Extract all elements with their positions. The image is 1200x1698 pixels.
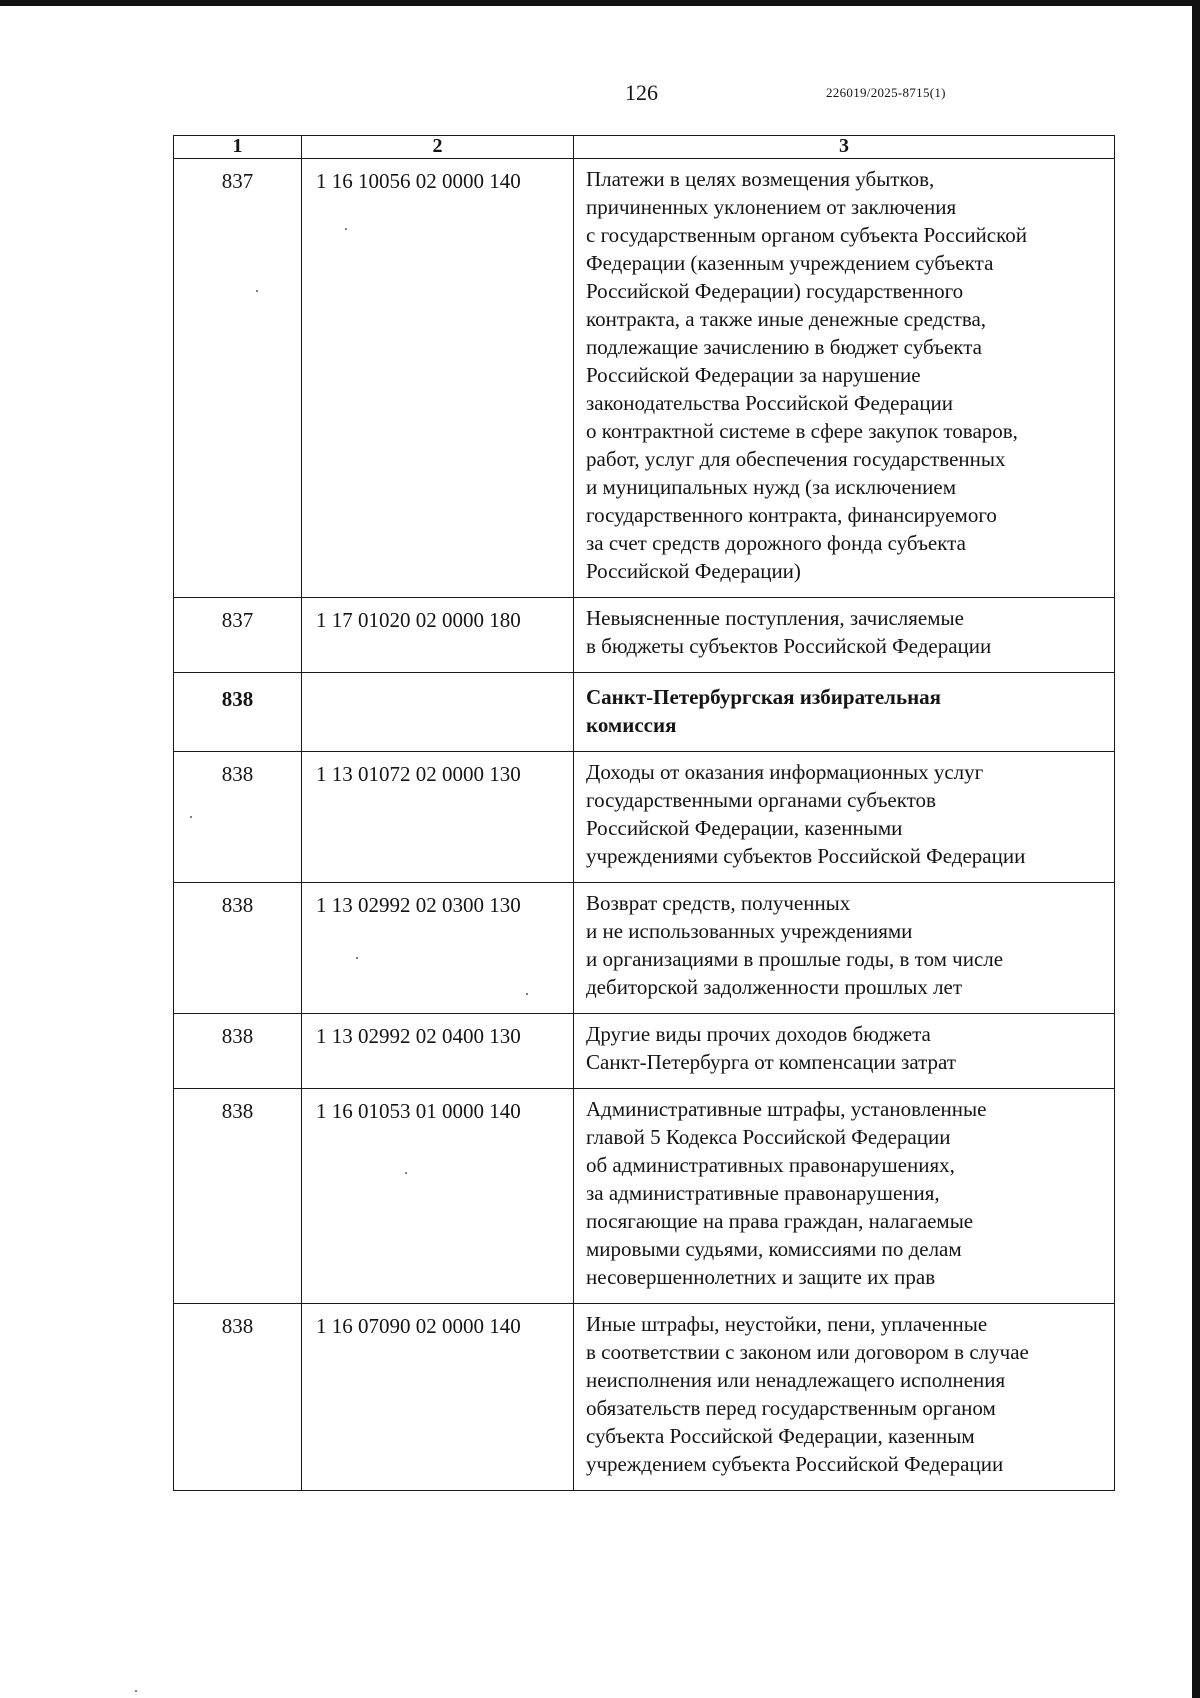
scan-corner-mark xyxy=(0,0,160,4)
description-line: об административных правонарушениях, xyxy=(586,1153,955,1177)
table-row xyxy=(174,1014,1115,1089)
scan-speck xyxy=(135,1690,137,1692)
admin-code-cell: 838 xyxy=(174,1014,302,1089)
scan-speck xyxy=(405,1172,407,1174)
description-line: учреждениями субъектов Российской Федерации xyxy=(586,844,1026,868)
kbk-code-cell: 1 13 02992 02 0400 130 xyxy=(302,1014,574,1089)
kbk-code-cell: 1 16 10056 02 0000 140 xyxy=(302,159,574,598)
description-line: с государственным органом субъекта Российской xyxy=(586,223,1027,247)
scan-speck xyxy=(256,290,258,292)
description-line: о контрактной системе в сфере закупок товаров, xyxy=(586,419,1018,443)
description-line: Доходы от оказания информационных услуг xyxy=(586,760,984,784)
description-cell xyxy=(574,752,1115,883)
description-line: и муниципальных нужд (за исключением xyxy=(586,475,956,499)
admin-code-cell: 838 xyxy=(174,752,302,883)
description-cell xyxy=(574,883,1115,1014)
admin-code-cell: 838 xyxy=(174,883,302,1014)
admin-code-cell: 837 xyxy=(174,598,302,673)
description-line: Административные штрафы, установленные xyxy=(586,1097,987,1121)
table-row xyxy=(174,598,1115,673)
description-line: субъекта Российской Федерации, казенным xyxy=(586,1424,975,1448)
kbk-code-cell: 1 13 02992 02 0300 130 xyxy=(302,883,574,1014)
column-header-3: 3 xyxy=(574,136,1115,159)
budget-codes-table xyxy=(173,135,1115,1491)
scan-speck xyxy=(526,993,528,995)
kbk-code-cell: 1 17 01020 02 0000 180 xyxy=(302,598,574,673)
description-line: и не использованных учреждениями xyxy=(586,919,913,943)
description-line: главой 5 Кодекса Российской Федерации xyxy=(586,1125,951,1149)
description-line: контракта, а также иные денежные средства, xyxy=(586,307,987,331)
description-line: за административные правонарушения, xyxy=(586,1181,940,1205)
scan-speck xyxy=(345,228,347,230)
description-line: несовершеннолетних и защите их прав xyxy=(586,1265,936,1289)
description-line: Иные штрафы, неустойки, пени, уплаченные xyxy=(586,1312,988,1336)
scan-speck xyxy=(190,816,192,818)
admin-code-cell: 838 xyxy=(174,1089,302,1304)
description-line: мировыми судьями, комиссиями по делам xyxy=(586,1237,962,1261)
description-line: и организациями в прошлые годы, в том числе xyxy=(586,947,1004,971)
kbk-code-cell: 1 13 01072 02 0000 130 xyxy=(302,752,574,883)
description-line: Российской Федерации) государственного xyxy=(586,279,964,303)
description-line: государственными органами субъектов xyxy=(586,788,936,812)
description-line: неисполнения или ненадлежащего исполнения xyxy=(586,1368,1006,1392)
table-row xyxy=(174,883,1115,1014)
table-header-row xyxy=(174,136,1115,159)
table-row xyxy=(174,1089,1115,1304)
scan-speck xyxy=(356,957,358,959)
table-row xyxy=(174,1304,1115,1491)
description-line: Санкт-Петербурга от компенсации затрат xyxy=(586,1050,957,1074)
description-line: Возврат средств, полученных xyxy=(586,891,851,915)
kbk-code-cell: 1 16 07090 02 0000 140 xyxy=(302,1304,574,1491)
description-line: причиненных уклонением от заключения xyxy=(586,195,957,219)
description-line: государственного контракта, финансируемого xyxy=(586,503,997,527)
page-header xyxy=(0,80,1200,110)
description-line: подлежащие зачислению в бюджет субъекта xyxy=(586,335,982,359)
kbk-code-cell: 1 16 01053 01 0000 140 xyxy=(302,1089,574,1304)
page-number: 126 xyxy=(625,80,658,105)
column-header-1: 1 xyxy=(174,136,302,159)
column-header-2: 2 xyxy=(302,136,574,159)
description-cell xyxy=(574,598,1115,673)
description-line: Санкт-Петербургская избирательная xyxy=(586,685,942,709)
description-line: в бюджеты субъектов Российской Федерации xyxy=(586,634,992,658)
table-body xyxy=(174,159,1115,1491)
description-cell xyxy=(574,1014,1115,1089)
description-cell xyxy=(574,673,1115,752)
admin-code-cell: 838 xyxy=(174,1304,302,1491)
description-line: учреждением субъекта Российской Федерации xyxy=(586,1452,1004,1476)
description-line: за счет средств дорожного фонда субъекта xyxy=(586,531,966,555)
admin-code-cell: 838 xyxy=(174,673,302,752)
description-cell xyxy=(574,159,1115,598)
description-line: Российской Федерации за нарушение xyxy=(586,363,921,387)
description-line: законодательства Российской Федерации xyxy=(586,391,954,415)
description-cell xyxy=(574,1304,1115,1491)
description-line: обязательств перед государственным органом xyxy=(586,1396,996,1420)
kbk-code-cell xyxy=(302,673,574,752)
description-line: комиссия xyxy=(586,713,677,737)
description-line: Российской Федерации) xyxy=(586,559,801,583)
table-row xyxy=(174,752,1115,883)
description-line: посягающие на права граждан, налагаемые xyxy=(586,1209,974,1233)
description-line: Платежи в целях возмещения убытков, xyxy=(586,167,935,191)
description-line: Российской Федерации, казенными xyxy=(586,816,903,840)
description-line: работ, услуг для обеспечения государственных xyxy=(586,447,1006,471)
description-line: дебиторской задолженности прошлых лет xyxy=(586,975,963,999)
description-cell xyxy=(574,1089,1115,1304)
table-row xyxy=(174,159,1115,598)
description-line: Невыясненные поступления, зачисляемые xyxy=(586,606,964,630)
admin-code-cell: 837 xyxy=(174,159,302,598)
table-row xyxy=(174,673,1115,752)
description-line: Другие виды прочих доходов бюджета xyxy=(586,1022,931,1046)
document-id: 226019/2025-8715(1) xyxy=(826,85,946,100)
description-line: в соответствии с законом или договором в случае xyxy=(586,1340,1029,1364)
description-line: Федерации (казенным учреждением субъекта xyxy=(586,251,994,275)
